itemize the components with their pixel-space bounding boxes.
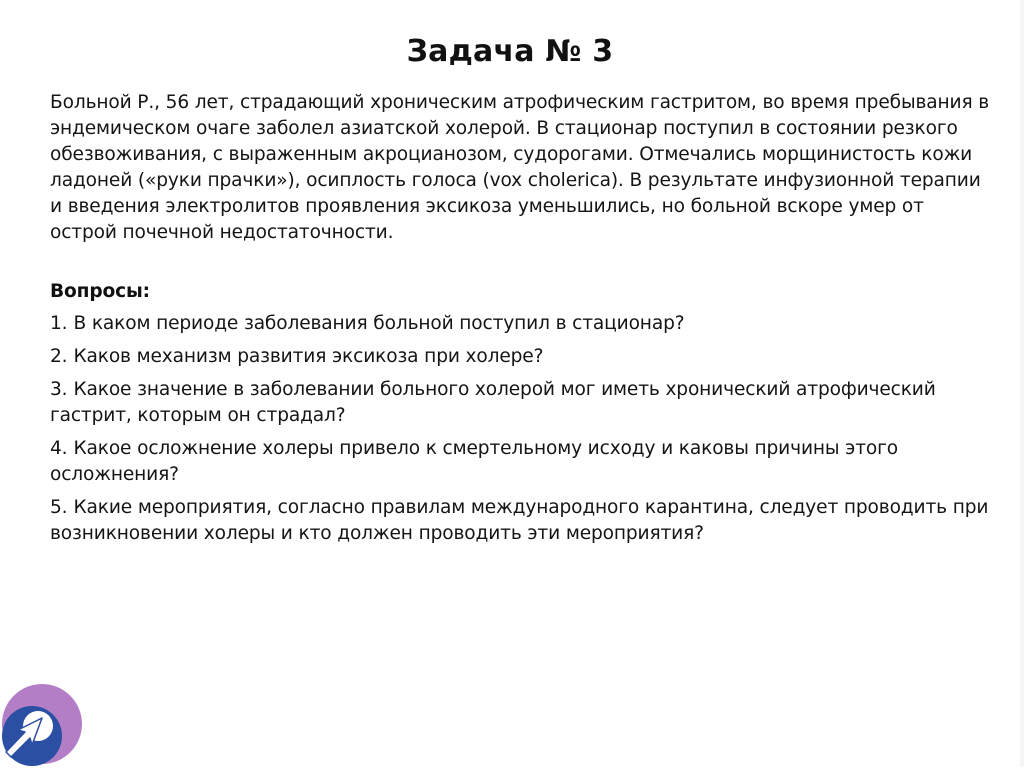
question-item xyxy=(50,436,990,488)
slide-content xyxy=(50,90,990,554)
slide-title: Задача № 3 xyxy=(406,34,614,69)
cursor-arrow-logo-icon[interactable] xyxy=(0,682,84,766)
question-text: Какие мероприятия, согласно правилам международного карантина, следует проводить при возникновении холеры и кто должен проводить эти мероприятия? xyxy=(50,497,989,544)
questions-section xyxy=(50,279,990,547)
question-text: В каком периоде заболевания больной поступил в стационар? xyxy=(73,313,685,334)
slide-edge xyxy=(1020,0,1024,767)
case-description xyxy=(50,90,990,246)
question-number: 5. xyxy=(50,497,68,518)
question-text: Какое осложнение холеры привело к смертельному исходу и каковы причины этого осложнения? xyxy=(50,438,898,485)
question-number: 2. xyxy=(50,346,68,367)
question-number: 3. xyxy=(50,379,68,400)
question-item xyxy=(50,311,990,337)
question-item xyxy=(50,344,990,370)
case-text: Больной Р., 56 лет, страдающий хроническим атрофическим гастритом, во время пребывания в эндемическом очаге заболел азиатской холерой. В стационар поступил в состоянии резкого обезвоживания, с выраженным акроцианозом, судорогами. Отмечались морщинистость кожи ладоней («руки прачки»), осиплость голоса (vox cholerica). В результате инфузионной терапии и введения электролитов проявления эксикоза уменьшились, но больной вскоре умер от острой почечной недостаточности. xyxy=(50,92,990,243)
question-text: Какое значение в заболевании больного холерой мог иметь хронический атрофический гастрит, которым он страдал? xyxy=(50,379,936,426)
question-number: 1. xyxy=(50,313,68,334)
questions-heading: Вопросы: xyxy=(50,281,150,302)
question-item xyxy=(50,495,990,547)
question-item xyxy=(50,377,990,429)
question-text: Каков механизм развития эксикоза при холере? xyxy=(73,346,544,367)
question-number: 4. xyxy=(50,438,68,459)
